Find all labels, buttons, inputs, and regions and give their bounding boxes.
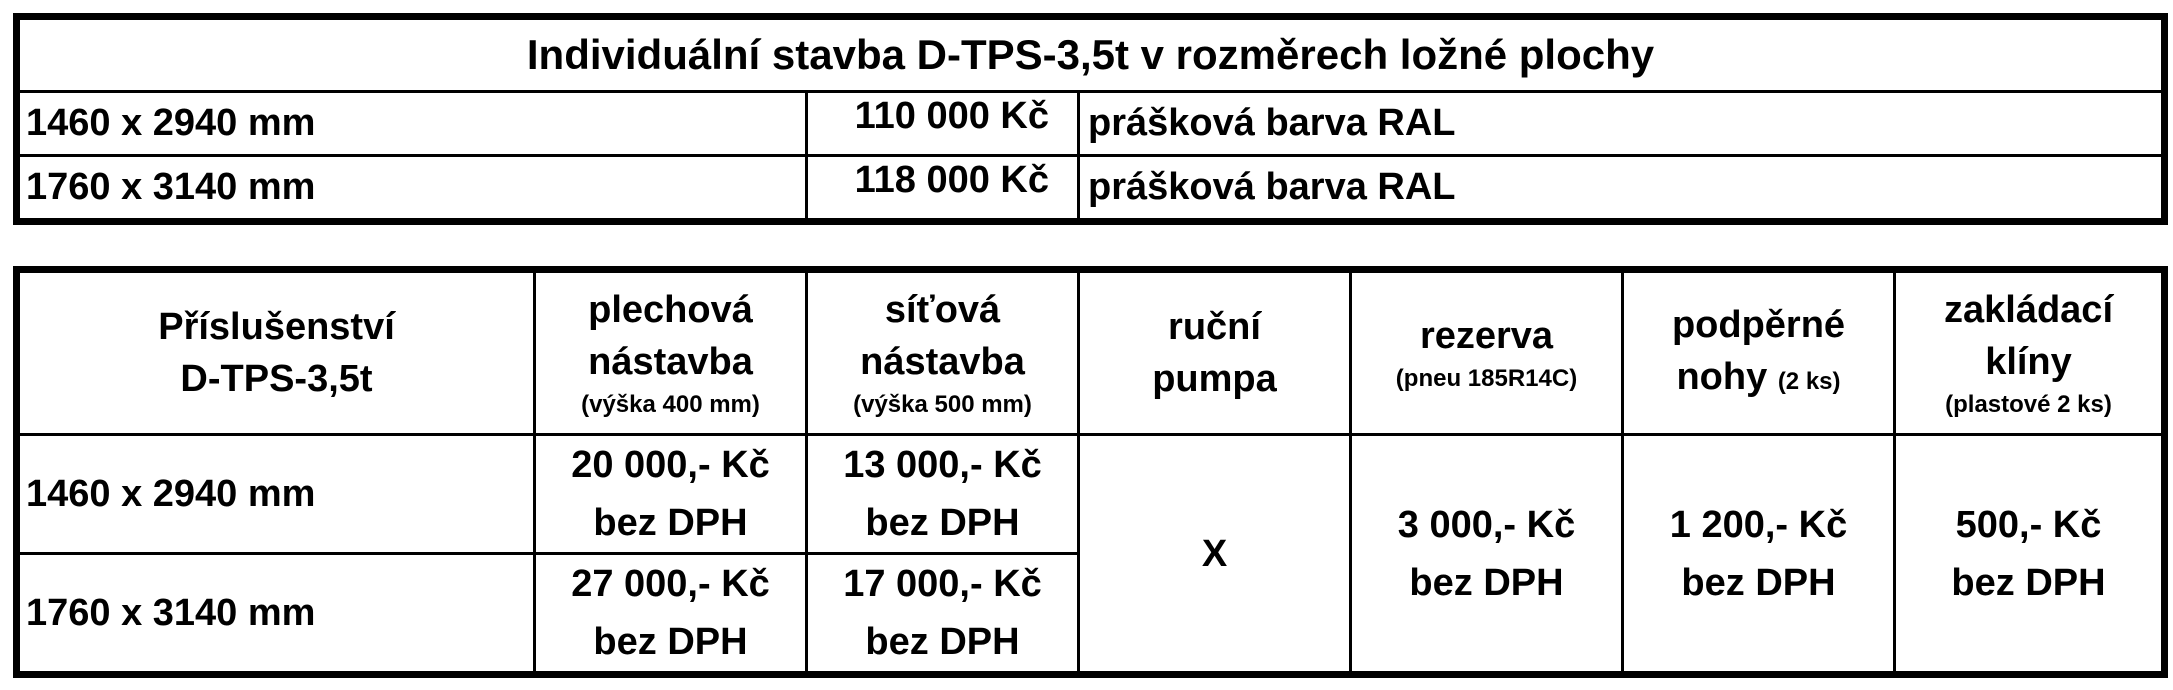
header-text: ruční [1168, 306, 1261, 348]
vat-text: bez DPH [865, 621, 1020, 663]
table-row [17, 92, 2165, 156]
vat-text: bez DPH [1409, 561, 1564, 604]
size-cell: 1760 x 3140 mm [17, 554, 535, 675]
header-text: nástavba [588, 341, 753, 383]
price-text: 1 200,- Kč [1669, 503, 1848, 546]
sheet-body-price-cell [535, 435, 807, 554]
header-row [17, 270, 2165, 435]
header-wheel-chocks [1895, 270, 2165, 435]
header-text: plechová [588, 289, 753, 331]
price-cell: 110 000 Kč [807, 92, 1079, 156]
size-cell: 1460 x 2940 mm [17, 92, 807, 156]
header-text: rezerva [1419, 315, 1554, 357]
price-text: 17 000,- Kč [843, 563, 1042, 605]
header-text: klíny [1985, 341, 2072, 383]
price-text: 20 000,- Kč [571, 444, 770, 486]
header-mesh-body [807, 270, 1079, 435]
header-text: zakládací [1944, 289, 2113, 331]
hand-pump-cell: X [1079, 435, 1351, 675]
table-row [17, 156, 2165, 222]
header-text: nohy [1676, 355, 1768, 398]
header-note: (výška 500 mm) [853, 391, 1032, 418]
mesh-body-price-cell [807, 435, 1079, 554]
wheel-chocks-price-cell [1895, 435, 2165, 675]
vat-text: bez DPH [1951, 561, 2106, 604]
price-text: 3 000,- Kč [1397, 503, 1576, 546]
header-note: (2 ks) [1777, 367, 1841, 395]
header-note: (výška 400 mm) [581, 391, 760, 418]
size-cell: 1760 x 3140 mm [17, 156, 807, 222]
spare-wheel-price-cell [1351, 435, 1623, 675]
header-text: D-TPS-3,5t [180, 358, 373, 400]
header-text: podpěrné [1671, 303, 1846, 346]
table-row [17, 435, 2165, 554]
vat-text: bez DPH [1681, 561, 1836, 604]
header-text: nástavba [860, 341, 1025, 383]
vat-text: bez DPH [593, 502, 748, 544]
table-title: Individuální stavba D-TPS-3,5t v rozměrech ložné plochy [17, 17, 2165, 92]
price-text: 13 000,- Kč [843, 444, 1042, 486]
price-text: 500,- Kč [1955, 503, 2102, 546]
mesh-body-price-cell [807, 554, 1079, 675]
header-spare-wheel [1351, 270, 1623, 435]
header-hand-pump [1079, 270, 1351, 435]
price-cell: 118 000 Kč [807, 156, 1079, 222]
vat-text: bez DPH [865, 502, 1020, 544]
accessories-table [13, 266, 2168, 678]
support-legs-price-cell [1623, 435, 1895, 675]
paint-cell: prášková barva RAL [1079, 92, 2165, 156]
header-text: Příslušenství [158, 306, 395, 348]
individual-build-table [13, 13, 2168, 225]
size-cell: 1460 x 2940 mm [17, 435, 535, 554]
header-accessories [17, 270, 535, 435]
sheet-body-price-cell [535, 554, 807, 675]
price-text: 27 000,- Kč [571, 563, 770, 605]
header-support-legs [1623, 270, 1895, 435]
header-note: (pneu 185R14C) [1395, 365, 1578, 392]
header-sheet-body [535, 270, 807, 435]
header-note: (plastové 2 ks) [1945, 391, 2112, 418]
header-text: pumpa [1152, 358, 1277, 400]
header-text: síťová [884, 289, 1001, 331]
paint-cell: prášková barva RAL [1079, 156, 2165, 222]
vat-text: bez DPH [593, 621, 748, 663]
